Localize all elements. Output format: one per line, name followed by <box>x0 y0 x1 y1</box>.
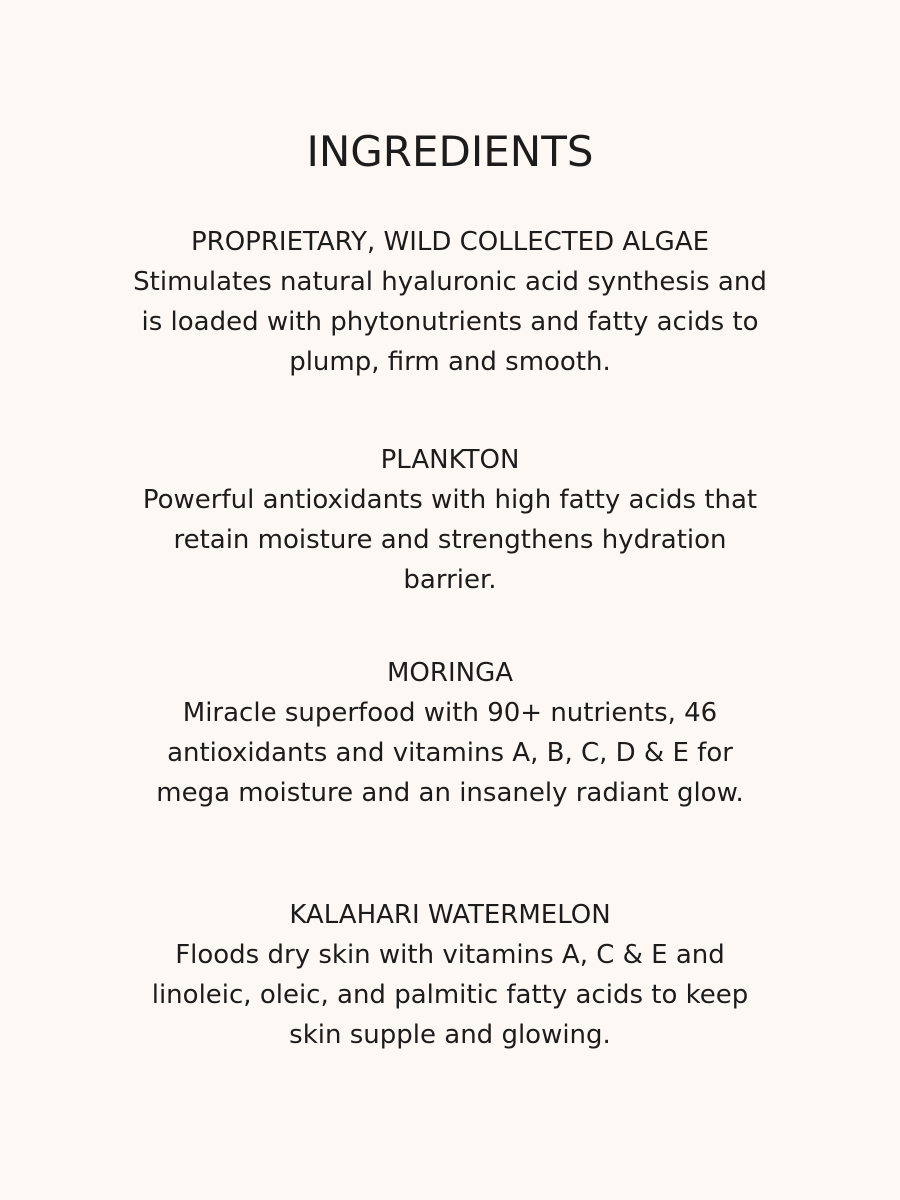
ingredient-description: Floods dry skin with vitamins A, C & E and linoleic, oleic, and palmitic fatty acids to keep skin supple and glowing. <box>151 940 749 1050</box>
ingredient-section-algae <box>0 222 900 382</box>
ingredient-name: PROPRIETARY, WILD COLLECTED ALGAE <box>190 227 710 257</box>
ingredient-name: KALAHARI WATERMELON <box>289 900 611 930</box>
ingredient-name: PLANKTON <box>380 445 520 475</box>
ingredient-description: Powerful antioxidants with high fatty acids that retain moisture and strengthens hydration barrier. <box>142 485 758 595</box>
ingredient-section-kalahari-watermelon <box>0 895 900 1055</box>
ingredient-description: Miracle superfood with 90+ nutrients, 46 antioxidants and vitamins A, B, C, D & E for mega moisture and an insanely radiant glow. <box>156 698 744 808</box>
ingredient-description: Stimulates natural hyaluronic acid synthesis and is loaded with phytonutrients and fatty acids to plump, firm and smooth. <box>133 267 767 377</box>
ingredient-section-moringa <box>0 653 900 813</box>
ingredient-section-plankton <box>0 440 900 600</box>
page-title: INGREDIENTS <box>306 127 594 176</box>
ingredient-name: MORINGA <box>386 658 513 688</box>
